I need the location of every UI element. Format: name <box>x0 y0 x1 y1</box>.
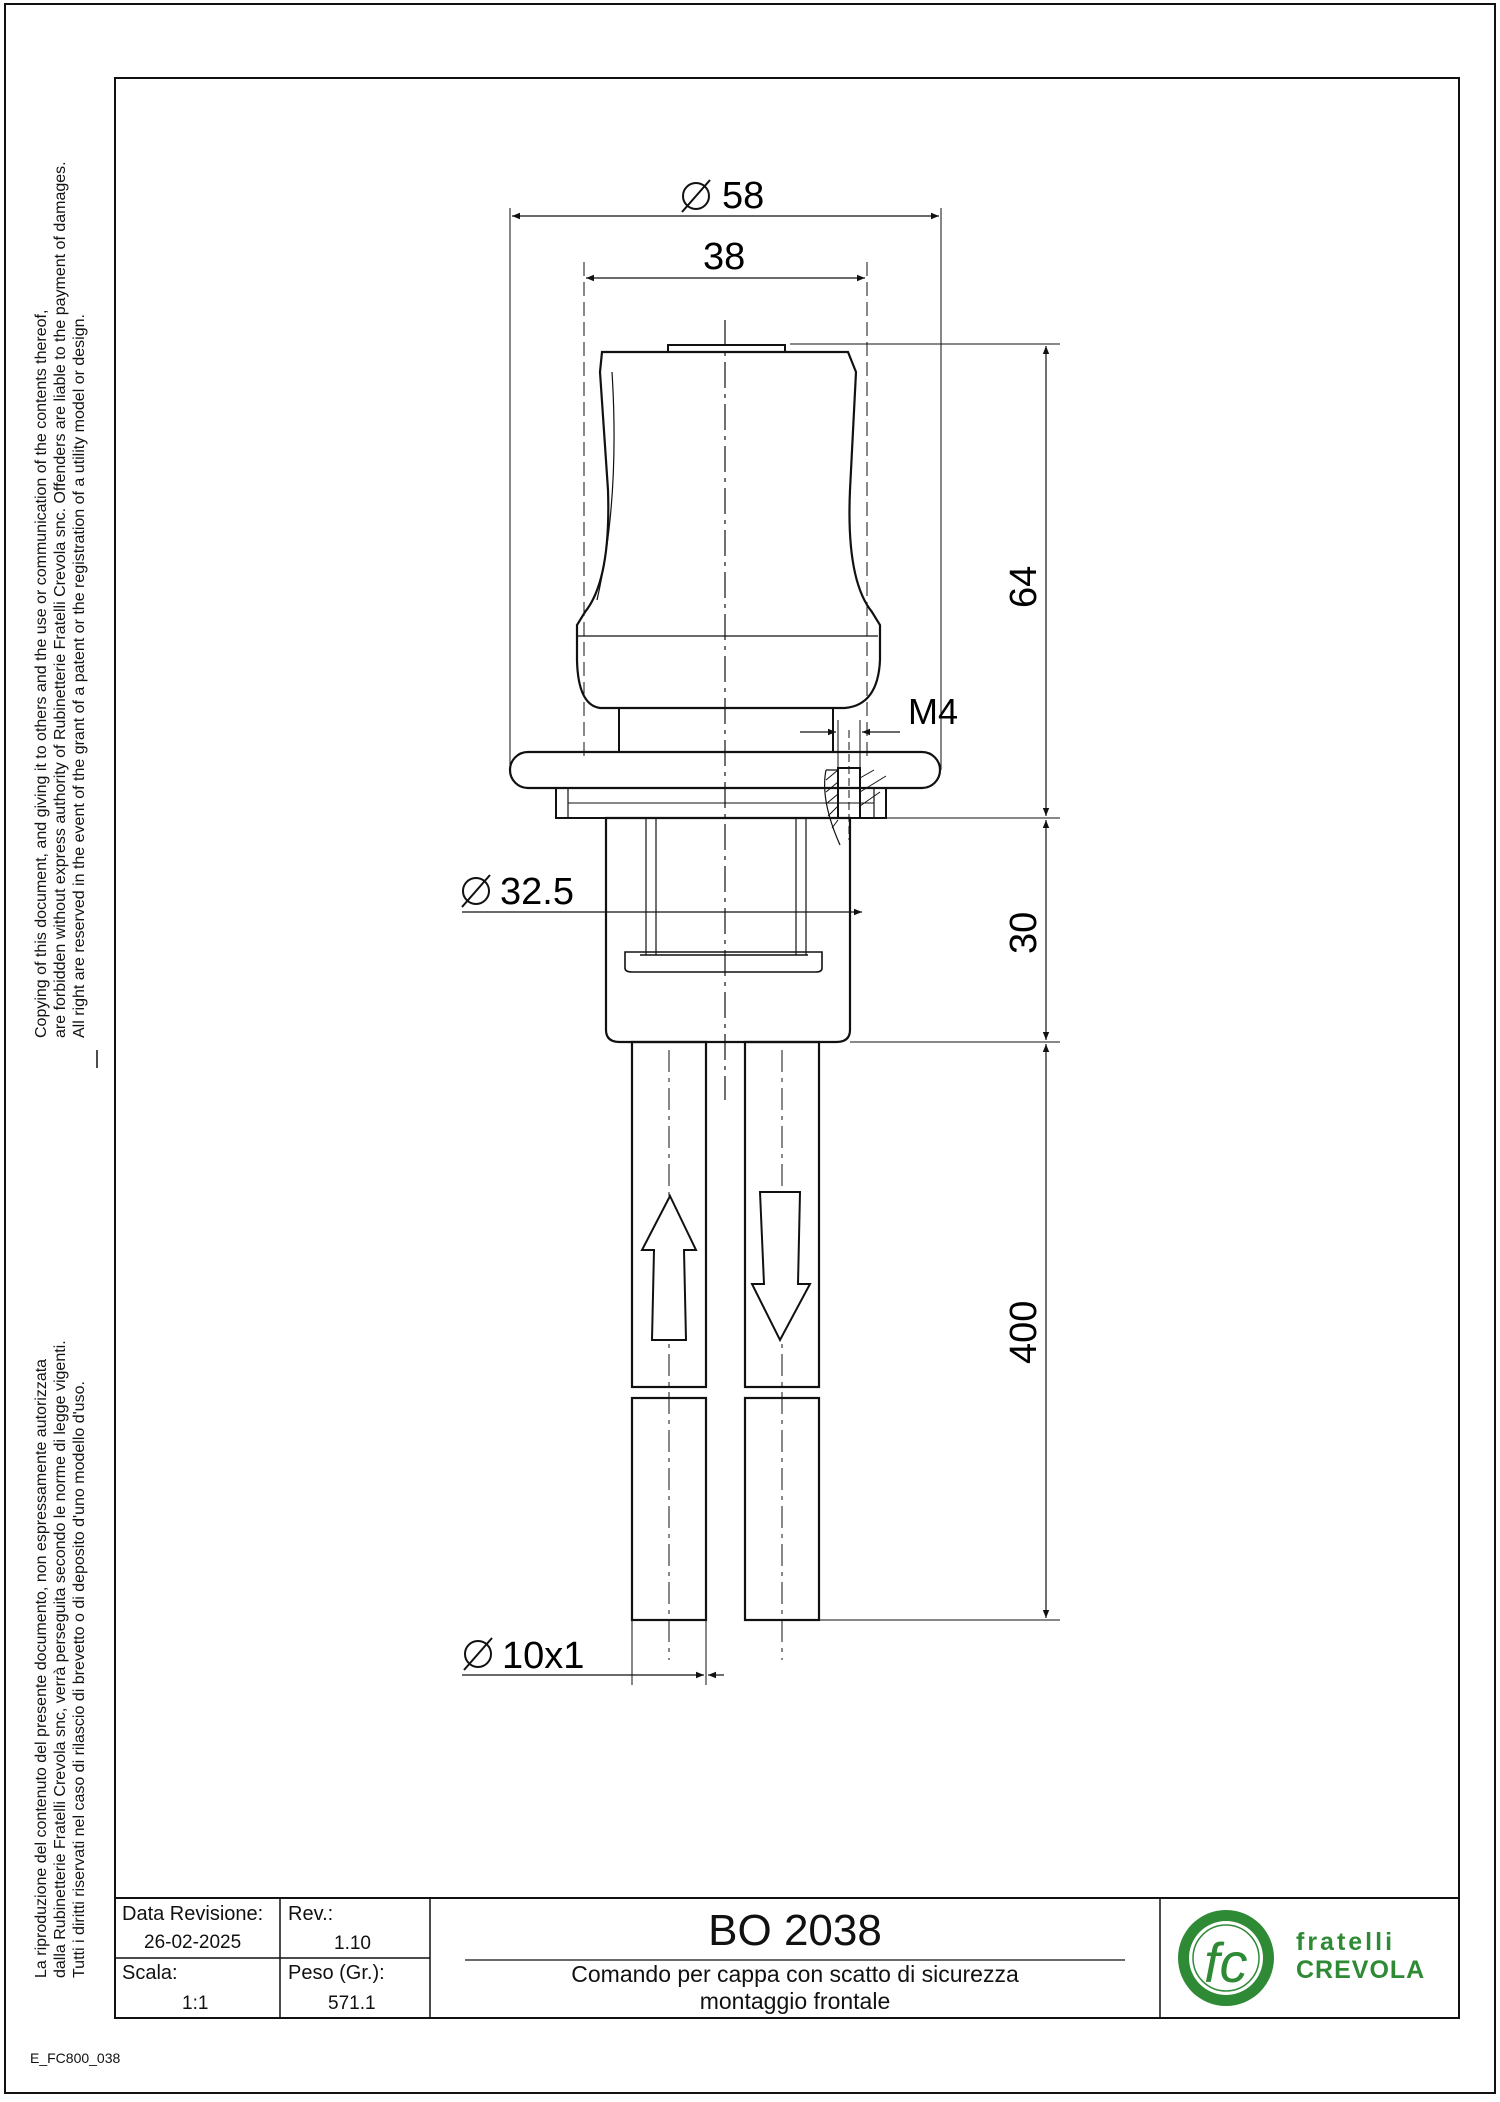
dim-325-text: 32.5 <box>500 871 574 913</box>
rev-value: 1.10 <box>334 1933 371 1954</box>
dim-64-text: 64 <box>1003 565 1045 608</box>
drawing-code: E_FC800_038 <box>30 2050 121 2066</box>
weight-label: Peso (Gr.): <box>288 1962 385 1984</box>
dim-m4-text: M4 <box>908 691 959 732</box>
logo-word-fratelli: fratelli <box>1296 1928 1396 1956</box>
diameter-symbol-325 <box>462 875 490 907</box>
company-logo <box>1178 1910 1274 2006</box>
notice-en-line-1: Copying of this document, and giving it to others and the use or communication of the contents thereof, <box>33 309 50 1038</box>
notice-it-line-2: dalla Rubinetterie Fratelli Crevola snc, verrà perseguita secondo le norme di legge vigenti. <box>52 1340 69 1978</box>
flow-down-arrow <box>752 1192 810 1340</box>
revision-date-value: 26-02-2025 <box>144 1932 242 1953</box>
drawing-frame <box>115 78 1459 2018</box>
dim-38-text: 38 <box>703 236 746 278</box>
scale-label: Scala: <box>122 1962 178 1984</box>
notice-en-line-3: All right are reserved in the event of the grant of a patent or the registration of a utility model or design. <box>71 314 88 1038</box>
description-line-2: montaggio frontale <box>699 1988 891 2014</box>
logo-monogram: fc <box>1204 1931 1248 1994</box>
product-code: BO 2038 <box>708 1906 882 1955</box>
outer-border <box>5 4 1495 2093</box>
knob-face-edge <box>597 372 614 600</box>
logo-word-crevola: CREVOLA <box>1296 1956 1426 1984</box>
dim-10x1-text: 10x1 <box>502 1635 585 1677</box>
screw-hatch <box>826 770 886 828</box>
weight-value: 571.1 <box>328 1993 376 2014</box>
diameter-symbol-10x1 <box>464 1638 492 1670</box>
notice-en-line-2: are forbidden without express authority of Rubinetterie Fratelli Crevola snc. Offenders are liable to the payment of damages. <box>52 161 69 1038</box>
dim-400-text: 400 <box>1003 1300 1045 1364</box>
knob-head <box>577 352 880 708</box>
legal-notice-english <box>32 161 89 1038</box>
dim-58-text: 58 <box>722 175 765 217</box>
shank-groove <box>625 952 822 972</box>
scale-value: 1:1 <box>182 1993 209 2014</box>
dim-30-text: 30 <box>1003 911 1045 954</box>
notice-it-line-3: Tutti i diritti riservati nel caso di rilascio di brevetto o di deposito d'uno modello d'uso. <box>71 1381 88 1978</box>
knob-neck <box>619 708 833 752</box>
revision-date-label: Data Revisione: <box>122 1903 264 1925</box>
rev-label: Rev.: <box>288 1903 334 1925</box>
description-line-1: Comando per cappa con scatto di sicurezza <box>571 1961 1019 1987</box>
notice-it-line-1: La riproduzione del contenuto del presente documento, non espressamente autorizzata <box>33 1358 50 1978</box>
diameter-symbol-58 <box>682 180 710 212</box>
legal-notice-italian <box>32 1340 89 1978</box>
flow-up-arrow <box>642 1196 696 1340</box>
shank-body <box>606 818 850 1042</box>
